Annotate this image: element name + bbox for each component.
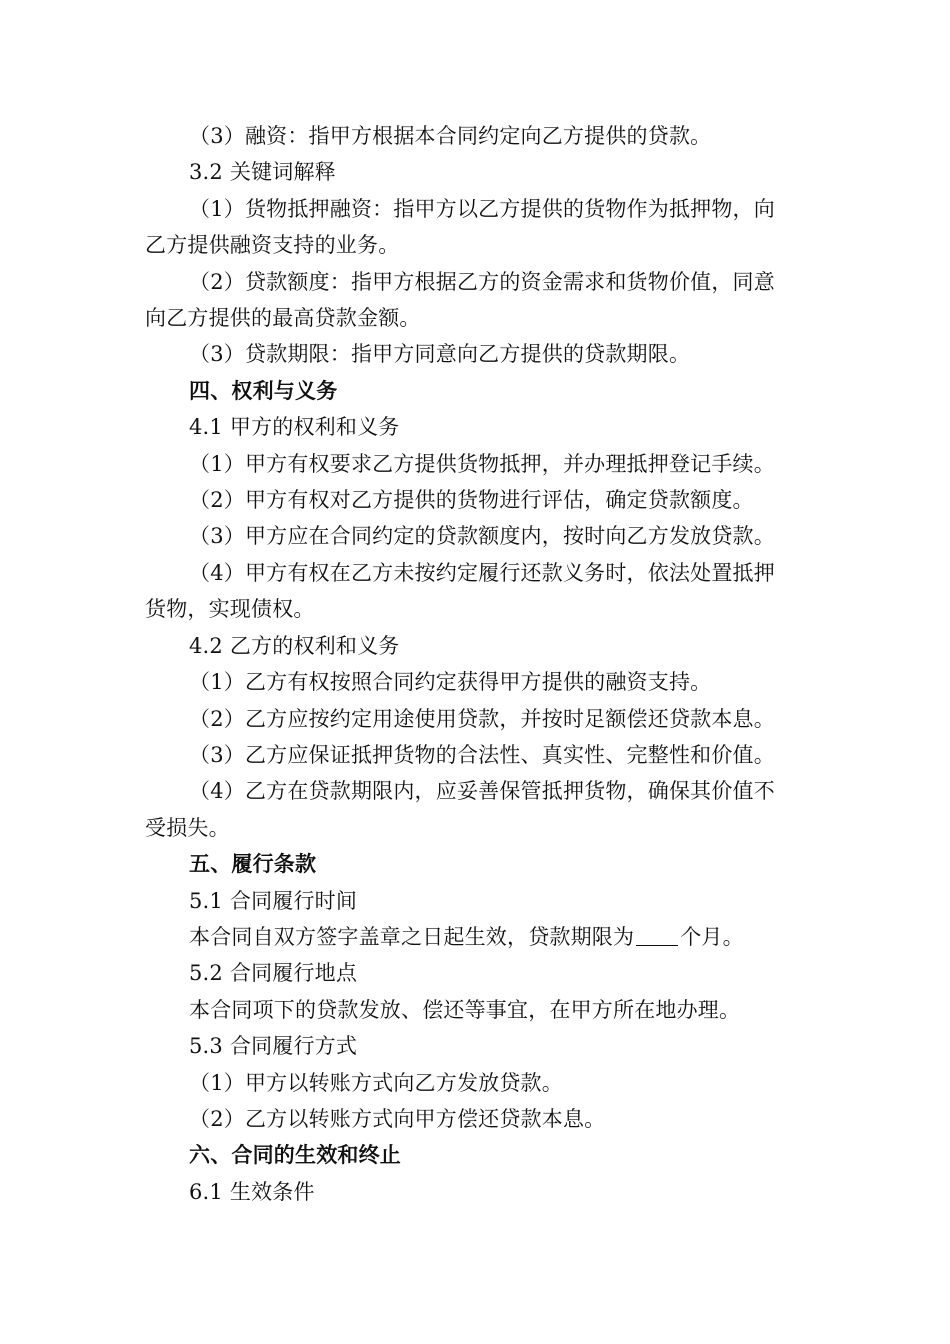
paragraph-line: 乙方提供融资支持的业务。 xyxy=(145,233,400,258)
subsection-title: 6.1 生效条件 xyxy=(189,1179,315,1204)
section-heading: 五、履行条款 xyxy=(189,851,317,877)
paragraph-line: （2）甲方有权对乙方提供的货物进行评估，确定贷款额度。 xyxy=(189,488,754,513)
subsection-title: 4.1 甲方的权利和义务 xyxy=(189,415,400,440)
paragraph-line-with-blank xyxy=(145,919,810,955)
paragraph-line: （2）贷款额度：指甲方根据乙方的资金需求和货物价值，同意 xyxy=(189,269,775,294)
paragraph-line: 本合同项下的贷款发放、偿还等事宜，在甲方所在地办理。 xyxy=(189,997,741,1022)
paragraph-line: （3）甲方应在合同约定的贷款额度内，按时向乙方发放贷款。 xyxy=(189,524,775,549)
paragraph-text: 本合同自双方签字盖章之日起生效，贷款期限为 xyxy=(189,924,635,949)
paragraph-text-tail: 个月。 xyxy=(680,924,744,949)
paragraph-line: （3）贷款期限：指甲方同意向乙方提供的贷款期限。 xyxy=(189,342,691,367)
paragraph-line: （3）融资：指甲方根据本合同约定向乙方提供的贷款。 xyxy=(189,124,712,148)
subsection-title: 5.3 合同履行方式 xyxy=(189,1034,358,1059)
subsection-title: 5.2 合同履行地点 xyxy=(189,961,358,986)
subsection-title: 5.1 合同履行时间 xyxy=(189,888,358,913)
section-heading: 四、权利与义务 xyxy=(189,377,338,403)
document-page xyxy=(145,118,810,1210)
paragraph-line: （2）乙方以转账方式向甲方偿还贷款本息。 xyxy=(189,1106,606,1131)
paragraph-line: （1）甲方有权要求乙方提供货物抵押，并办理抵押登记手续。 xyxy=(189,451,775,476)
paragraph-line: （3）乙方应保证抵押货物的合法性、真实性、完整性和价值。 xyxy=(189,742,775,767)
paragraph-line: （1）乙方有权按照合同约定获得甲方提供的融资支持。 xyxy=(189,670,712,695)
paragraph-line: （1）甲方以转账方式向乙方发放贷款。 xyxy=(189,1070,563,1095)
paragraph-line: 受损失。 xyxy=(145,815,230,840)
subsection-title: 4.2 乙方的权利和义务 xyxy=(189,633,400,658)
paragraph-line: 货物，实现债权。 xyxy=(145,597,315,622)
fill-in-blank[interactable] xyxy=(636,923,678,946)
paragraph-line: 向乙方提供的最高贷款金额。 xyxy=(145,306,421,331)
paragraph-line: （4）甲方有权在乙方未按约定履行还款义务时，依法处置抵押 xyxy=(189,560,775,585)
section-heading: 六、合同的生效和终止 xyxy=(189,1142,401,1168)
paragraph-line: （4）乙方在贷款期限内，应妥善保管抵押货物，确保其价值不 xyxy=(189,779,775,804)
paragraph-line: （1）货物抵押融资：指甲方以乙方提供的货物作为抵押物，向 xyxy=(189,196,775,221)
subsection-title: 3.2 关键词解释 xyxy=(189,160,336,185)
paragraph-line: （2）乙方应按约定用途使用贷款，并按时足额偿还贷款本息。 xyxy=(189,706,775,731)
